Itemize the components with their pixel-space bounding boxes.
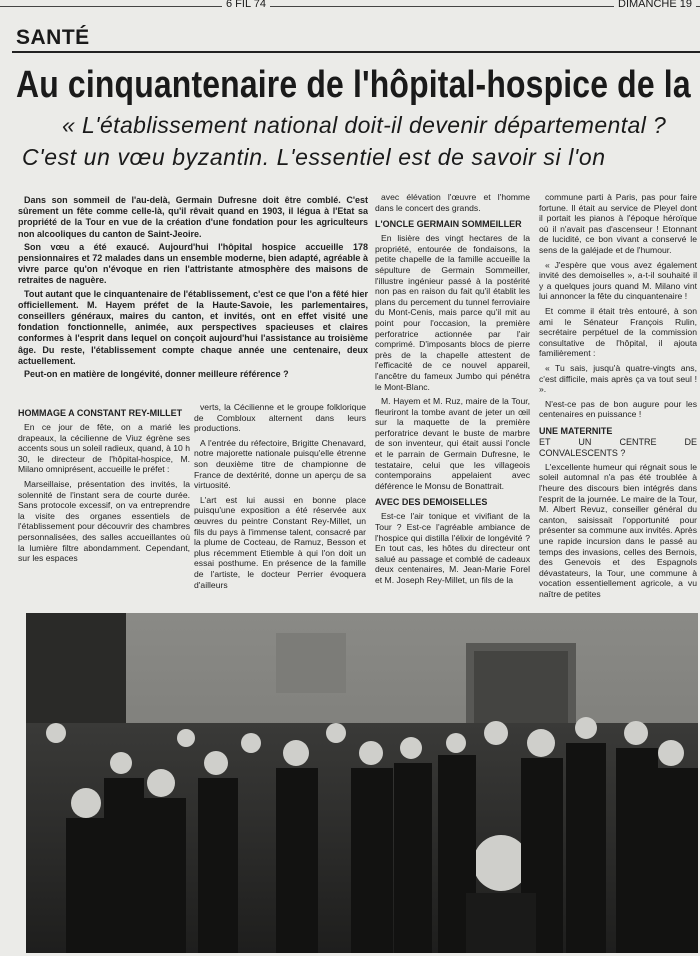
column-2 xyxy=(194,402,366,607)
lead-paragraph: Dans son sommeil de l'au-delà, Germain Dufresne doit être comblé. C'est sûrement un fête comme celle-là, qu'il rêvait quand en 1903, il légua à l'Etat sa propriété de la Tour en vue de la création d'une fondation pour les agriculteurs non alcooliques du canton de Saint-Jeoire. xyxy=(18,195,368,239)
lead-paragraph: Son vœu a été exaucé. Aujourd'hui l'hôpital hospice accueille 178 pensionnaires et 72 malades dans un ensemble moderne, bien adapté, agréable à vivre parce qu'on n'évoque en rien l'attristante atmosphère des maisons de retraites de naguère. xyxy=(18,241,368,286)
section-title: SANTÉ xyxy=(16,26,90,49)
paragraph: commune parti à Paris, pas pour faire fortune. Il était au service de Pleyel dont il portait les pianos à l'époque héroïque où il n'avait pas d'ascenseur ! Etonnant de lucidité, ce bon vivant a conservé le sens de la galéjade et de l'humour. xyxy=(539,192,697,255)
kicker-line-2: C'est un vœu byzantin. L'essentiel est de savoir si l'on xyxy=(22,144,606,170)
paragraph: Et comme il était très entouré, à son ami le Sénateur François Rulin, secrétaire perpétuel de la commission consultative de l'hôpital, il ajouta familièrement : xyxy=(539,305,697,359)
paragraph: En lisière des vingt hectares de la propriété, entourée de fondaisons, la petite chapelle de la famille accueille la sépulture de Germain Sommeiller, l'illustre ingénieur passé à la postérité non pas en raison du fait qu'il établit les plans du percement du tunnel ferroviaire du Mont-Cenis, mais parce qu'il mit au point pour l'occasion, la première perforatrice actionnée par l'air comprimé. D'imposants blocs de pierre près de la chapelle attestent de l'efficacité de ce nouvel appareil, l'ancêtre du fameux Jumbo qui pénétra le Mont-Blanc. xyxy=(375,233,530,392)
paragraph: « Tu sais, jusqu'à quatre-vingts ans, c'est difficile, mais après ça va tout seul ! ». xyxy=(539,362,697,395)
paragraph: verts, la Cécilienne et le groupe folklorique de Combloux alternent dans leurs productions. xyxy=(194,402,366,434)
lead-paragraph: Peut-on en matière de longévité, donner meilleure référence ? xyxy=(24,369,289,380)
kicker: « L'établissement national doit-il devenir départemental ? xyxy=(62,112,667,138)
lead-paragraphs xyxy=(18,195,368,395)
subheading-maternite: UNE MATERNITE xyxy=(539,425,613,436)
paragraph: Marseillaise, présentation des invités, la solennité de l'instant sera de courte durée. Sans protocole excessif, on va entreprendre la visite des organes essentiels de l'établissement pour découvrir des chambres personnalisées, des salles accueillantes où la lumière filtre abondamment. Cependant, sur les espaces xyxy=(18,478,190,564)
dateline: DIMANCHE 19 xyxy=(614,0,696,10)
paragraph: M. Hayem et M. Ruz, maire de la Tour, fleuriront la tombe avant de jeter un œil sur la maquette de la première perforatrice devant le buste de marbre de son inventeur, qui était aussi l'oncle et le parrain de Germain Dufresne, le testataire, celui que les villageois contemporains appelaient avec déférence le Monsu de Bonattrait. xyxy=(375,396,530,491)
folio: 6 FIL 74 xyxy=(222,0,270,10)
column-3 xyxy=(375,192,530,607)
paragraph: En ce jour de fête, on a marié les drapeaux, la cécilienne de Viuz égrène ses accents sous un soleil radieux, quand, à 10 h 30, le directeur de l'hôpital-hospice, M. Milano omniprésent, accueille le préfet : xyxy=(18,422,190,475)
subheading-demoiselles: AVEC DES DEMOISELLES xyxy=(375,497,488,508)
header-rule xyxy=(0,6,700,7)
page-header xyxy=(0,0,700,12)
column-4 xyxy=(539,192,697,607)
subheading-oncle: L'ONCLE GERMAIN SOMMEILLER xyxy=(375,219,522,230)
paragraph: L'art est lui aussi en bonne place puisqu'une exposition a été réservée aux œuvres du peintre Constant Rey-Millet, un fils du pays à l'immense talent, consacré par la plume de Cocteau, de Ramuz, Besson et plus récemment Etiemble à qui l'on doit un essai posthume. En présence de la famille de l'artiste, le docteur Perrier évoquera d'ailleurs xyxy=(194,494,366,590)
column-1 xyxy=(18,402,190,607)
paragraph: A l'entrée du réfectoire, Brigitte Chenavard, notre majorette nationale puisqu'elle étrenne son deuxième titre de championne de France de dextérité, donne un aperçu de sa virtuosité. xyxy=(194,437,366,491)
paragraph: avec élévation l'œuvre et l'homme dans le concert des grands. xyxy=(375,192,530,213)
photo-image xyxy=(26,613,698,953)
paragraph: N'est-ce pas de bon augure pour les centenaires en puissance ! xyxy=(539,398,697,420)
subheading-convalescents: ET UN CENTRE DE CONVALESCENTS ? xyxy=(539,436,697,458)
lead-paragraph: Tout autant que le cinquantenaire de l'établissement, c'est ce que l'on a fêté hier officiellement. M. Hayem préfet de la Haute-Savoie, les parlementaires, conseillers généraux, maires du canton, et invités, ont en effet visité une fondation fonctionnelle, animée, aux perspectives spacieuses et claires conformes à l'esprit dans lequel on conçoit aujourd'hui l'assistance au troisième âge. Du reste, l'établissement compte chaque année une centenaire, deux actuellement. xyxy=(18,288,368,366)
crowd-photograph xyxy=(26,613,698,953)
paragraph: L'excellente humeur qui régnait sous le soleil automnal n'a pas été troublée à l'heure des discours bien intégrés dans l'esprit de la journée. Le maire de la Tour, M. Albert Revuz, conseiller général du canton, saisissait l'opportunité pour présenter sa commune aux invités. Après une rapide incursion dans le passé au temps des invasions, celles des Bernois, des Genevois et des Espagnols dévastateurs, la Tour, une commune à vocation essentiellement agricole, a vu naître de petites xyxy=(539,461,697,599)
paragraph: « J'espère que vous avez également invité des demoiselles », a-t-il souhaité il y a quelques jours quand M. Milano vint lui annoncer la fête du cinquantenaire ! xyxy=(539,259,697,302)
section-rule xyxy=(12,51,700,53)
headline: Au cinquantenaire de l'hôpital-hospice de la xyxy=(16,64,691,106)
subheading-hommage: HOMMAGE A CONSTANT REY-MILLET xyxy=(18,408,183,418)
paragraph: Est-ce l'air tonique et vivifiant de la Tour ? Est-ce l'agréable ambiance de l'hospice qui distilla l'élixir de longévité ? En tout cas, les hôtes du directeur ont salué au passage et comblé de cadeaux deux centenaires, M. Jean-Marie Forel et M. Joseph Rey-Millet, un fils de la xyxy=(375,511,530,585)
